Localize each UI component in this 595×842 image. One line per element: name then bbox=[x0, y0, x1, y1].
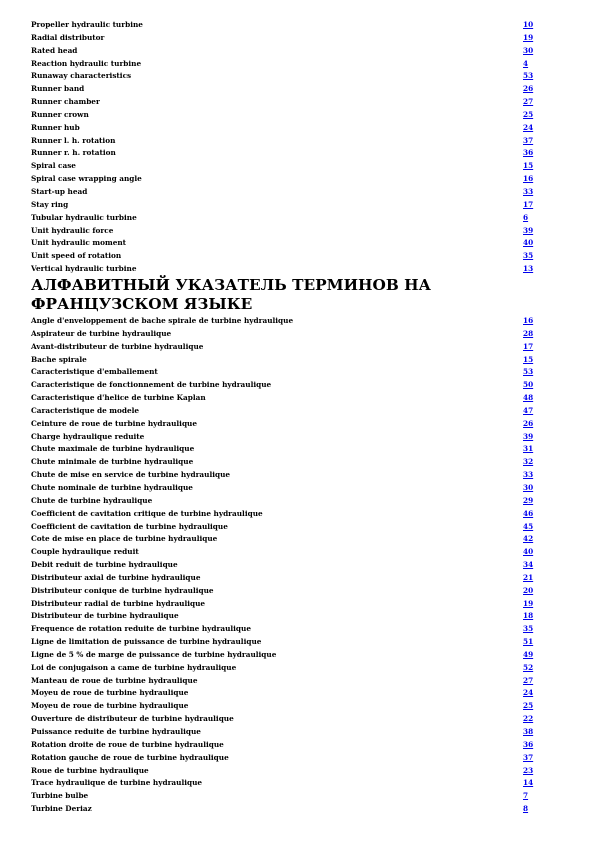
page-number-link[interactable]: 21 bbox=[523, 572, 534, 582]
page-number-link[interactable]: 7 bbox=[523, 791, 529, 801]
index-row bbox=[31, 58, 535, 71]
index-row bbox=[31, 687, 535, 700]
page-number-link[interactable]: 26 bbox=[523, 84, 534, 94]
index-row bbox=[31, 147, 535, 160]
index-term: Frequence de rotation reduite de turbine hydraulique bbox=[31, 624, 251, 634]
page-number-link[interactable]: 19 bbox=[523, 598, 534, 608]
index-term: Stay ring bbox=[31, 199, 69, 209]
index-term: Moyeu de roue de turbine hydraulique bbox=[31, 688, 189, 698]
page-number-link[interactable]: 35 bbox=[523, 251, 534, 261]
index-term: Ouverture de distributeur de turbine hydraulique bbox=[31, 714, 234, 724]
page-number-link[interactable]: 50 bbox=[523, 380, 534, 390]
page-number-link[interactable]: 49 bbox=[523, 649, 534, 659]
index-term: Spiral case wrapping angle bbox=[31, 174, 142, 184]
index-term: Runner hub bbox=[31, 122, 80, 132]
page-number-link[interactable]: 36 bbox=[523, 148, 534, 158]
index-term: Unit speed of rotation bbox=[31, 251, 122, 261]
index-term: Rotation gauche de roue de turbine hydraulique bbox=[31, 752, 229, 762]
page-number-link[interactable]: 20 bbox=[523, 585, 534, 595]
index-row bbox=[31, 83, 535, 96]
index-row bbox=[31, 790, 535, 803]
index-row bbox=[31, 379, 535, 392]
index-row bbox=[31, 533, 535, 546]
index-term: Vertical hydraulic turbine bbox=[31, 264, 137, 274]
index-row bbox=[31, 649, 535, 662]
page-number-link[interactable]: 29 bbox=[523, 495, 534, 505]
index-row bbox=[31, 366, 535, 379]
page-number-link[interactable]: 8 bbox=[523, 804, 529, 814]
index-term: Loi de conjugaison a came de turbine hydraulique bbox=[31, 662, 237, 672]
index-row bbox=[31, 109, 535, 122]
index-term: Coefficient de cavitation de turbine hydraulique bbox=[31, 521, 228, 531]
index-row bbox=[31, 96, 535, 109]
index-term: Propeller hydraulic turbine bbox=[31, 20, 143, 29]
page-number-link[interactable]: 38 bbox=[523, 727, 534, 736]
index-term: Roue de turbine hydraulique bbox=[31, 765, 149, 775]
index-row bbox=[31, 803, 535, 816]
index-term: Runner band bbox=[31, 84, 85, 94]
page-number-link[interactable]: 37 bbox=[523, 752, 534, 762]
index-row bbox=[31, 508, 535, 521]
index-term: Bache spirale bbox=[31, 354, 87, 364]
page-number-link[interactable]: 51 bbox=[523, 637, 534, 647]
index-row bbox=[31, 456, 535, 469]
page-number-link[interactable]: 36 bbox=[523, 739, 534, 749]
index-term: Distributeur de turbine hydraulique bbox=[31, 611, 179, 621]
index-row bbox=[31, 495, 535, 508]
page-number-link[interactable]: 53 bbox=[523, 367, 534, 377]
index-term: Tubular hydraulic turbine bbox=[31, 212, 137, 222]
index-row bbox=[31, 739, 535, 752]
page-number-link[interactable]: 53 bbox=[523, 71, 534, 81]
page-number-link[interactable]: 31 bbox=[523, 444, 534, 454]
page-number-link[interactable]: 40 bbox=[523, 547, 534, 557]
page-number-link[interactable]: 13 bbox=[523, 264, 534, 274]
index-term: Aspirateur de turbine hydraulique bbox=[31, 328, 172, 338]
index-row bbox=[31, 212, 535, 225]
page-number-link[interactable]: 39 bbox=[523, 431, 534, 441]
index-term: Unit hydraulic force bbox=[31, 225, 114, 235]
page-number-link[interactable]: 22 bbox=[523, 714, 534, 724]
page-number-link[interactable]: 6 bbox=[523, 212, 529, 222]
index-row bbox=[31, 186, 535, 199]
index-row bbox=[31, 482, 535, 495]
index-row bbox=[31, 70, 535, 83]
index-term: Reaction hydraulic turbine bbox=[31, 58, 142, 68]
index-term: Chute minimale de turbine hydraulique bbox=[31, 457, 194, 467]
index-term: Manteau de roue de turbine hydraulique bbox=[31, 675, 198, 685]
index-row bbox=[31, 713, 535, 726]
page-number-link[interactable]: 16 bbox=[523, 316, 534, 325]
index-term: Spiral case bbox=[31, 161, 76, 171]
index-term: Distributeur conique de turbine hydraulique bbox=[31, 585, 214, 595]
index-row bbox=[31, 598, 535, 611]
index-term: Chute maximale de turbine hydraulique bbox=[31, 444, 195, 454]
index-term: Runaway characteristics bbox=[31, 71, 132, 81]
page-number-link[interactable]: 16 bbox=[523, 174, 534, 184]
index-row bbox=[31, 443, 535, 456]
index-row bbox=[31, 765, 535, 778]
page-number-link[interactable]: 24 bbox=[523, 688, 534, 698]
index-row bbox=[31, 777, 535, 790]
index-row bbox=[31, 521, 535, 534]
index-term: Runner chamber bbox=[31, 97, 100, 107]
index-row bbox=[31, 572, 535, 585]
index-term: Angle d'enveloppement de bache spirale de turbine hydraulique bbox=[31, 316, 294, 325]
index-term: Runner l. h. rotation bbox=[31, 135, 116, 145]
index-term: Distributeur radial de turbine hydraulique bbox=[31, 598, 206, 608]
index-row bbox=[31, 263, 535, 276]
index-term: Chute de turbine hydraulique bbox=[31, 495, 153, 505]
index-row bbox=[31, 585, 535, 598]
french-term-index bbox=[31, 315, 535, 816]
index-row bbox=[31, 469, 535, 482]
index-term: Cote de mise en place de turbine hydraulique bbox=[31, 534, 218, 544]
page-number-link[interactable]: 34 bbox=[523, 560, 534, 570]
index-term: Puissance reduite de turbine hydraulique bbox=[31, 727, 201, 736]
index-term: Caracteristique de modele bbox=[31, 405, 140, 415]
page-number-link[interactable]: 17 bbox=[523, 199, 534, 209]
index-row bbox=[31, 341, 535, 354]
page-number-link[interactable]: 33 bbox=[523, 186, 534, 196]
index-term: Coefficient de cavitation critique de turbine hydraulique bbox=[31, 508, 263, 518]
page-number-link[interactable]: 23 bbox=[523, 765, 534, 775]
index-row bbox=[31, 173, 535, 186]
page-number-link[interactable]: 25 bbox=[523, 109, 534, 119]
index-row bbox=[31, 392, 535, 405]
page-number-link[interactable]: 37 bbox=[523, 135, 534, 145]
index-row bbox=[31, 662, 535, 675]
page-number-link[interactable]: 28 bbox=[523, 328, 534, 338]
index-term: Unit hydraulic moment bbox=[31, 238, 127, 248]
index-row bbox=[31, 135, 535, 148]
page-number-link[interactable]: 27 bbox=[523, 675, 534, 685]
index-row bbox=[31, 250, 535, 263]
index-row bbox=[31, 546, 535, 559]
page-number-link[interactable]: 25 bbox=[523, 701, 534, 711]
page-number-link[interactable]: 15 bbox=[523, 354, 534, 364]
page-number-link[interactable]: 27 bbox=[523, 97, 534, 107]
index-row bbox=[31, 418, 535, 431]
page-number-link[interactable]: 52 bbox=[523, 662, 534, 672]
index-row bbox=[31, 431, 535, 444]
page-number-link[interactable]: 18 bbox=[523, 611, 534, 621]
english-term-index bbox=[31, 19, 535, 276]
index-row bbox=[31, 675, 535, 688]
page-number-link[interactable]: 14 bbox=[523, 778, 534, 788]
index-term: Caracteristique d'helice de turbine Kaplan bbox=[31, 393, 206, 403]
index-term: Runner crown bbox=[31, 109, 89, 119]
index-row bbox=[31, 559, 535, 572]
index-row bbox=[31, 726, 535, 739]
page-number-link[interactable]: 48 bbox=[523, 393, 534, 403]
index-term: Rated head bbox=[31, 45, 78, 55]
page-number-link[interactable]: 35 bbox=[523, 624, 534, 634]
index-term: Turbine Deriaz bbox=[31, 804, 92, 814]
page-number-link[interactable]: 10 bbox=[523, 20, 534, 29]
index-row bbox=[31, 32, 535, 45]
page-number-link[interactable]: 47 bbox=[523, 405, 534, 415]
page-number-link[interactable]: 40 bbox=[523, 238, 534, 248]
index-term: Rotation droite de roue de turbine hydraulique bbox=[31, 739, 224, 749]
index-term: Moyeu de roue de turbine hydraulique bbox=[31, 701, 189, 711]
index-row bbox=[31, 122, 535, 135]
index-term: Avant-distributeur de turbine hydraulique bbox=[31, 341, 204, 351]
index-term: Ligne de limitation de puissance de turbine hydraulique bbox=[31, 637, 262, 647]
page-number-link[interactable]: 26 bbox=[523, 418, 534, 428]
page-number-link[interactable]: 32 bbox=[523, 457, 534, 467]
index-row bbox=[31, 237, 535, 250]
index-term: Distributeur axial de turbine hydraulique bbox=[31, 572, 201, 582]
page-number-link[interactable]: 17 bbox=[523, 341, 534, 351]
index-row bbox=[31, 700, 535, 713]
index-term: Trace hydraulique de turbine hydraulique bbox=[31, 778, 203, 788]
index-term: Debit reduit de turbine hydraulique bbox=[31, 560, 178, 570]
page-number-link[interactable]: 42 bbox=[523, 534, 534, 544]
index-row bbox=[31, 623, 535, 636]
index-term: Charge hydraulique reduite bbox=[31, 431, 145, 441]
index-term: Caracteristique d'emballement bbox=[31, 367, 158, 377]
page-number-link[interactable]: 19 bbox=[523, 32, 534, 42]
index-row bbox=[31, 45, 535, 58]
index-term: Chute de mise en service de turbine hydraulique bbox=[31, 470, 231, 480]
index-row bbox=[31, 328, 535, 341]
index-term: Ceinture de roue de turbine hydraulique bbox=[31, 418, 198, 428]
page-number-link[interactable]: 45 bbox=[523, 521, 534, 531]
french-index-heading: АЛФАВИТНЫЙ УКАЗАТЕЛЬ ТЕРМИНОВ НА ФРАНЦУЗСКОМ ЯЗЫКЕ bbox=[31, 276, 432, 313]
page-number-link[interactable]: 46 bbox=[523, 508, 534, 518]
page-number-link[interactable]: 39 bbox=[523, 225, 534, 235]
page-number-link[interactable]: 24 bbox=[523, 122, 534, 132]
index-row bbox=[31, 405, 535, 418]
index-row bbox=[31, 752, 535, 765]
index-term: Runner r. h. rotation bbox=[31, 148, 116, 158]
index-row bbox=[31, 354, 535, 367]
index-row bbox=[31, 610, 535, 623]
index-term: Couple hydraulique reduit bbox=[31, 547, 139, 557]
index-term: Turbine bulbe bbox=[31, 791, 89, 801]
page-number-link[interactable]: 4 bbox=[523, 58, 529, 68]
index-term: Start-up head bbox=[31, 186, 88, 196]
index-term: Radial distributor bbox=[31, 32, 105, 42]
page-number-link[interactable]: 33 bbox=[523, 470, 534, 480]
page-number-link[interactable]: 30 bbox=[523, 45, 534, 55]
index-row bbox=[31, 315, 535, 328]
index-row bbox=[31, 19, 535, 32]
index-row bbox=[31, 199, 535, 212]
page-number-link[interactable]: 15 bbox=[523, 161, 534, 171]
index-term: Caracteristique de fonctionnement de turbine hydraulique bbox=[31, 380, 272, 390]
index-row bbox=[31, 225, 535, 238]
index-row bbox=[31, 636, 535, 649]
page-number-link[interactable]: 30 bbox=[523, 482, 534, 492]
index-term: Ligne de 5 % de marge de puissance de turbine hydraulique bbox=[31, 649, 277, 659]
index-row bbox=[31, 160, 535, 173]
index-term: Chute nominale de turbine hydraulique bbox=[31, 482, 193, 492]
